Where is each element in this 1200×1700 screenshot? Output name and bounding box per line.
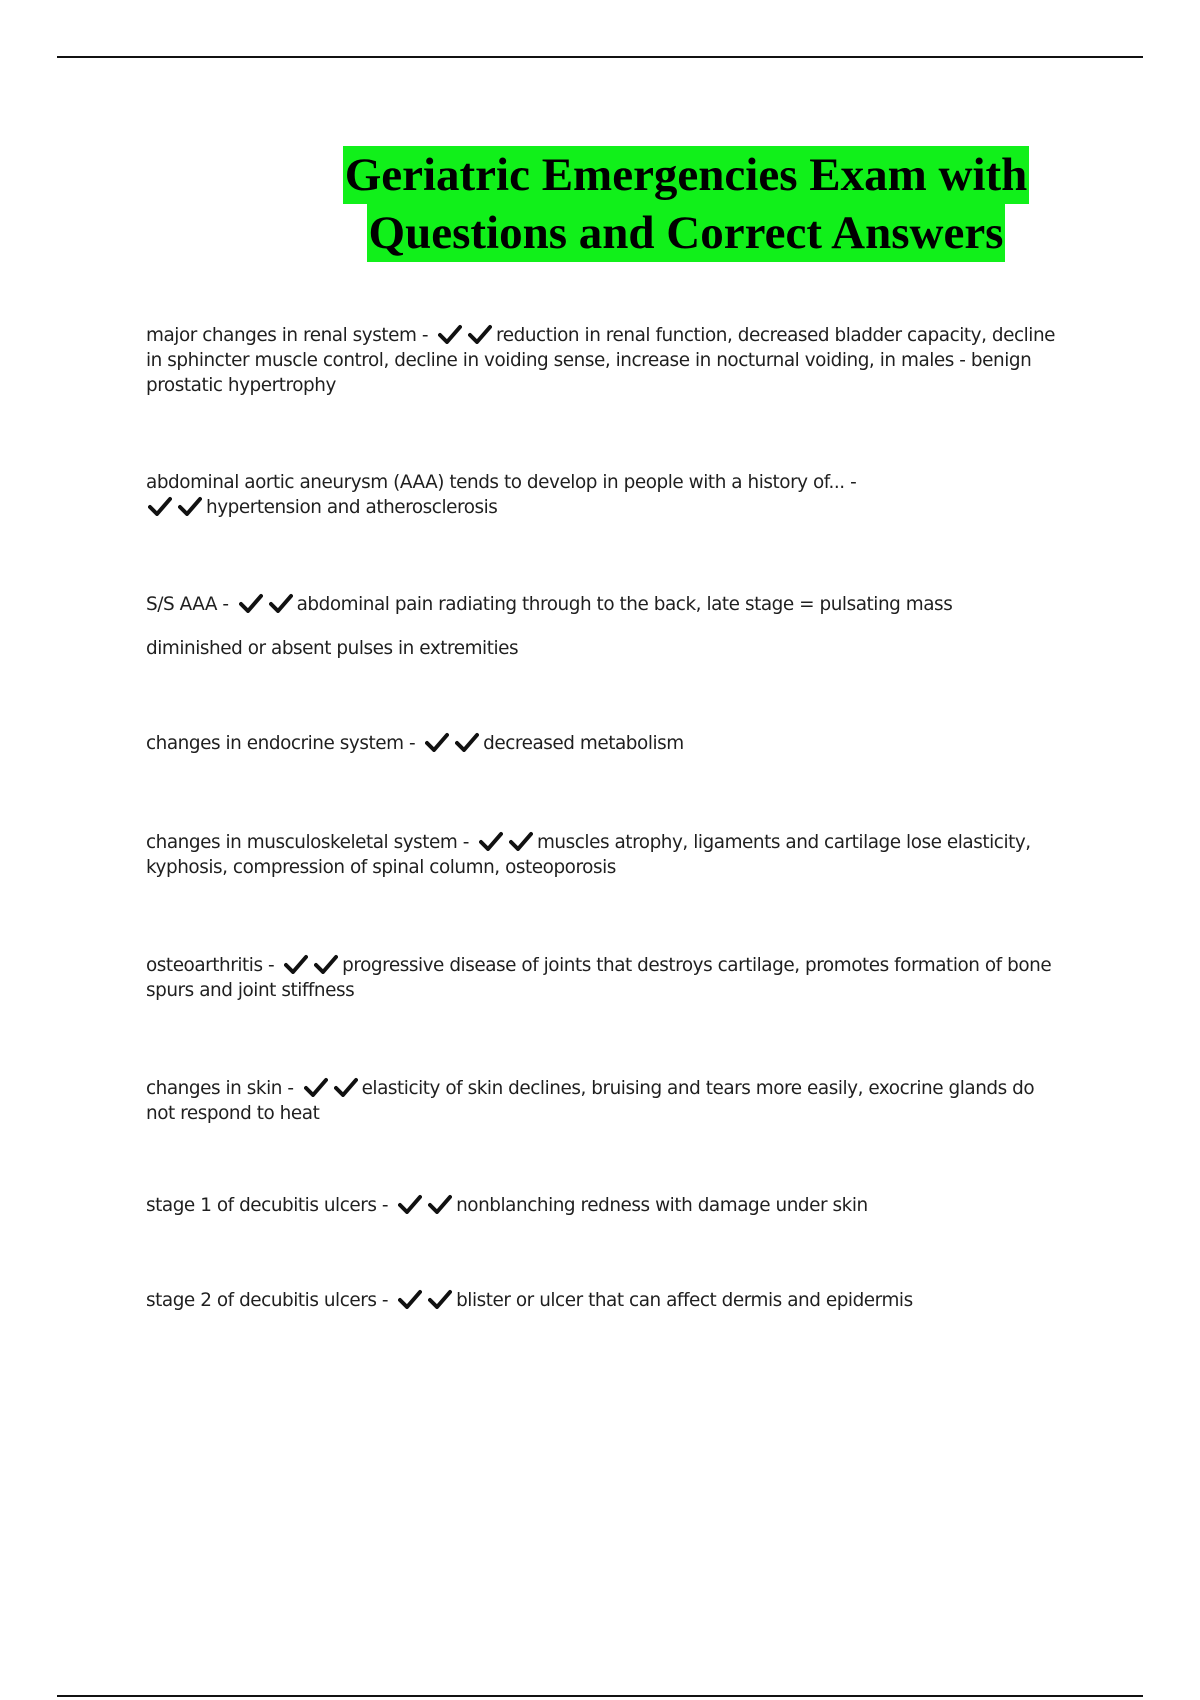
answer-text: reduction in renal function, decreased bladder capacity, decline in sphincter muscle control, decline in voiding sense, increase in nocturnal voiding, in males - benign prostatic hypertrophy xyxy=(146,325,1056,396)
question-text: S/S AAA - xyxy=(146,594,229,615)
checkmark-icon xyxy=(428,1289,452,1309)
document-title xyxy=(320,146,1052,262)
question-text: changes in musculoskeletal system - xyxy=(146,832,469,853)
answer-text: elasticity of skin declines, bruising and tears more easily, exocrine glands do not respond to heat xyxy=(146,1078,1035,1124)
title-line-2: Questions and Correct Answers xyxy=(367,204,1006,262)
bottom-rule xyxy=(57,1695,1143,1697)
qa-item-3 xyxy=(146,592,1066,661)
answer-checkmarks xyxy=(398,1194,452,1214)
answer-text: blister or ulcer that can affect dermis and epidermis xyxy=(456,1290,913,1311)
checkmark-icon xyxy=(314,954,338,974)
question-text: osteoarthritis - xyxy=(146,955,275,976)
answer-checkmarks xyxy=(304,1077,358,1097)
qa-text xyxy=(146,1193,1066,1218)
question-text: stage 2 of decubitis ulcers - xyxy=(146,1290,389,1311)
checkmark-icon xyxy=(334,1077,358,1097)
checkmark-icon xyxy=(425,732,449,752)
qa-text xyxy=(146,1076,1066,1126)
qa-item-6 xyxy=(146,953,1066,1003)
qa-text xyxy=(146,953,1066,1003)
answer-checkmarks xyxy=(284,954,338,974)
checkmark-icon xyxy=(304,1077,328,1097)
qa-text xyxy=(146,592,1066,617)
qa-text xyxy=(146,830,1066,880)
answer-text: hypertension and atherosclerosis xyxy=(206,497,498,518)
qa-text xyxy=(146,470,1066,520)
answer-checkmarks xyxy=(398,1289,452,1309)
question-text: changes in skin - xyxy=(146,1078,294,1099)
qa-item-9 xyxy=(146,1288,1066,1313)
qa-text xyxy=(146,1288,1066,1313)
answer-checkmarks xyxy=(479,831,533,851)
qa-item-1 xyxy=(146,323,1066,398)
checkmark-icon xyxy=(398,1194,422,1214)
qa-text xyxy=(146,731,1066,756)
answer-text: abdominal pain radiating through to the back, late stage = pulsating mass xyxy=(296,594,953,615)
answer-checkmarks xyxy=(425,732,479,752)
answer-text: progressive disease of joints that destroys cartilage, promotes formation of bone spurs and joint stiffness xyxy=(146,955,1052,1001)
checkmark-icon xyxy=(269,593,293,613)
answer-checkmarks xyxy=(239,593,293,613)
answer-text: muscles atrophy, ligaments and cartilage lose elasticity, kyphosis, compression of spinal column, osteoporosis xyxy=(146,832,1031,878)
checkmark-icon xyxy=(509,831,533,851)
checkmark-icon xyxy=(479,831,503,851)
qa-item-4 xyxy=(146,731,1066,756)
checkmark-icon xyxy=(428,1194,452,1214)
qa-item-8 xyxy=(146,1193,1066,1218)
checkmark-icon xyxy=(468,324,492,344)
qa-text xyxy=(146,323,1066,398)
answer-checkmarks xyxy=(438,324,492,344)
question-text: stage 1 of decubitis ulcers - xyxy=(146,1195,389,1216)
qa-item-2 xyxy=(146,470,1066,520)
question-text: major changes in renal system - xyxy=(146,325,429,346)
qa-item-5 xyxy=(146,830,1066,880)
checkmark-icon xyxy=(438,324,462,344)
checkmark-icon xyxy=(455,732,479,752)
checkmark-icon xyxy=(398,1289,422,1309)
qa-item-7 xyxy=(146,1076,1066,1126)
checkmark-icon xyxy=(284,954,308,974)
checkmark-icon xyxy=(178,496,202,516)
checkmark-icon xyxy=(239,593,263,613)
answer-text: decreased metabolism xyxy=(483,733,684,754)
checkmark-icon xyxy=(148,496,172,516)
answer-checkmarks xyxy=(148,496,202,516)
answer-continued-text: diminished or absent pulses in extremities xyxy=(146,638,519,659)
question-text: changes in endocrine system - xyxy=(146,733,416,754)
title-line-1: Geriatric Emergencies Exam with xyxy=(343,146,1030,204)
question-text: abdominal aortic aneurysm (AAA) tends to develop in people with a history of... - xyxy=(146,472,857,493)
answer-text: nonblanching redness with damage under skin xyxy=(456,1195,868,1216)
top-rule xyxy=(57,56,1143,58)
